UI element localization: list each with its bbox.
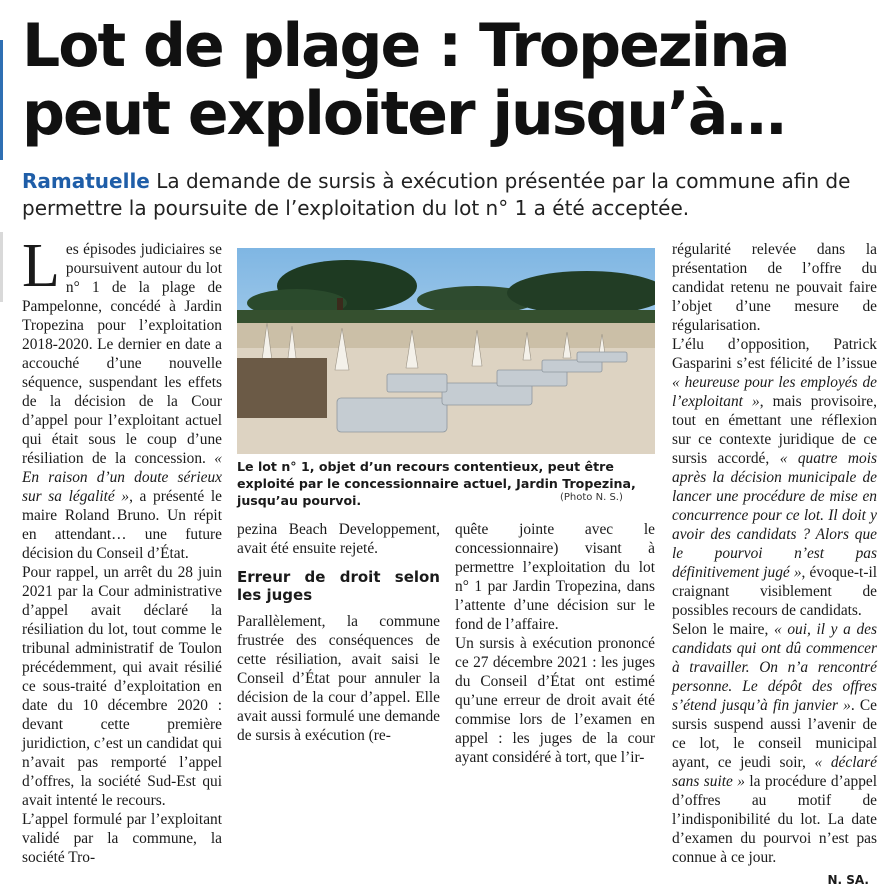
drop-cap: L [22,232,60,300]
paragraph [672,335,877,620]
paragraph: Pour rappel, un arrêt du 28 juin 2021 par la Cour administrative d’appel avait déclaré la résiliation du lot, tout comme le tribunal administratif de Toulon précédemment, qui avait résilié ce sous-traité d’exploitation en date du 10 décembre 2020 : devant cette première juridiction, c’est un candidat qui n’avait pas remporté l’appel d’offres, la société Sud-Est qui avait intenté le recours. [22,564,222,809]
column-4 [672,240,877,890]
paragraph: L’appel formulé par l’exploitant validé par la commune, la société Tro- [22,811,222,866]
text-run: es épisodes judiciaires se poursuivent autour du lot n° 1 de la plage de Pampelonne, concédé à Jardin Tropezina pour l’exploitation 2018-2020. Le dernier en date a accouché d’une nouvelle séquence, suspendant les effets de la décision de la Cour d’appel pour l’exploitant actuel qui était sous le coup d’une résiliation de la concession. [22,241,222,467]
quote: « oui, il y a des candidats qui ont dû commencer à travailler. On n’a rencontré personne. Le dépôt des offres s’étend jusqu’à fin janvier » [672,621,878,714]
text-run: . Ce sursis suspend aussi l’avenir de ce lot, le conseil municipal ayant, ce jeudi soir, [672,697,877,771]
subheading: Erreur de droit selon les juges [237,568,440,604]
quote: « En raison d’un doute sérieux sur sa légalité » [22,450,222,505]
author-signature: N. SA. [827,873,869,887]
text-run: Selon le maire, [672,621,774,638]
text-run: la procédure d’appel d’offres au motif de l’indisponibilité du lot. La date d’examen du pourvoi n’est pas connue à ce jour. [672,773,877,866]
paragraph [22,232,222,563]
quote: « déclaré sans suite » [672,754,877,790]
chapo [22,168,872,222]
photo-caption: Le lot n° 1, objet d’un recours contentieux, peut être exploité par le concessionnaire actuel, Jardin Tropezina, jusqu’au pourvoi. [237,459,636,508]
text-run: , mais provisoire, tout en émettant une réflexion sur ce contexte juridique de ce sursis accordé, [672,393,877,467]
quote: « quatre mois après la décision municipale de lancer une procédure de mise en concurrence pour ce lot. Il doit y avoir des candidats ? Alors que le pourvoi n’est pas définitivement jugé » [672,450,877,581]
text-run: L’élu d’opposition, Patrick Gasparini s’est félicité de l’issue [672,336,877,372]
paragraph: pezina Beach Developpement, avait été ensuite rejeté. [237,521,440,557]
quote: « heureuse pour les employés de l’exploitant » [672,374,877,410]
column-1 [22,232,222,867]
edge-fold-line [0,232,3,302]
photo-credit: (Photo N. S.) [560,492,623,503]
paragraph: quête jointe avec le concessionnaire) visant à permettre l’exploitation du lot n° 1 par Jardin Tropezina, dans l’attente d’une décision sur le fond de l’affaire. [455,521,655,633]
column-2 [237,520,440,745]
chapo-location: Ramatuelle [22,169,150,193]
text-run: , a présenté le maire Roland Bruno. Un répit en attendant… une future décision du Conseil d’État. [22,488,222,562]
paragraph: régularité relevée dans la présentation de l’offre du candidat retenu ne pouvait faire l’objet d’une mesure de régularisation. [672,241,877,334]
paragraph [672,620,877,867]
text-run: , évoque-t-il craignant visiblement de possibles recours de candidats. [672,564,877,619]
headline: Lot de plage : Tropezina peut exploiter jusqu’à… [22,11,789,149]
paragraph: Un sursis à exécution prononcé ce 27 décembre 2021 : les juges du Conseil d’État ont estimé qu’une erreur de droit avait été commise lors de l’examen en appel : les juges de la cour ayant considéré à tort, que l’ir- [455,635,655,766]
edge-accent-bar [0,40,3,160]
beach-photo [237,248,655,454]
column-3 [455,520,655,767]
chapo-text: La demande de sursis à exécution présentée par la commune afin de permettre la poursuite de l’exploitation du lot n° 1 a été acceptée. [22,169,851,220]
paragraph: Parallèlement, la commune frustrée des conséquences de cette résiliation, avait saisi le Conseil d’État pour annuler la décision de la cour d’appel. Elle avait aussi formulé une demande de sursis à exécution (re- [237,613,440,744]
beach-photo-illustration [237,248,655,454]
